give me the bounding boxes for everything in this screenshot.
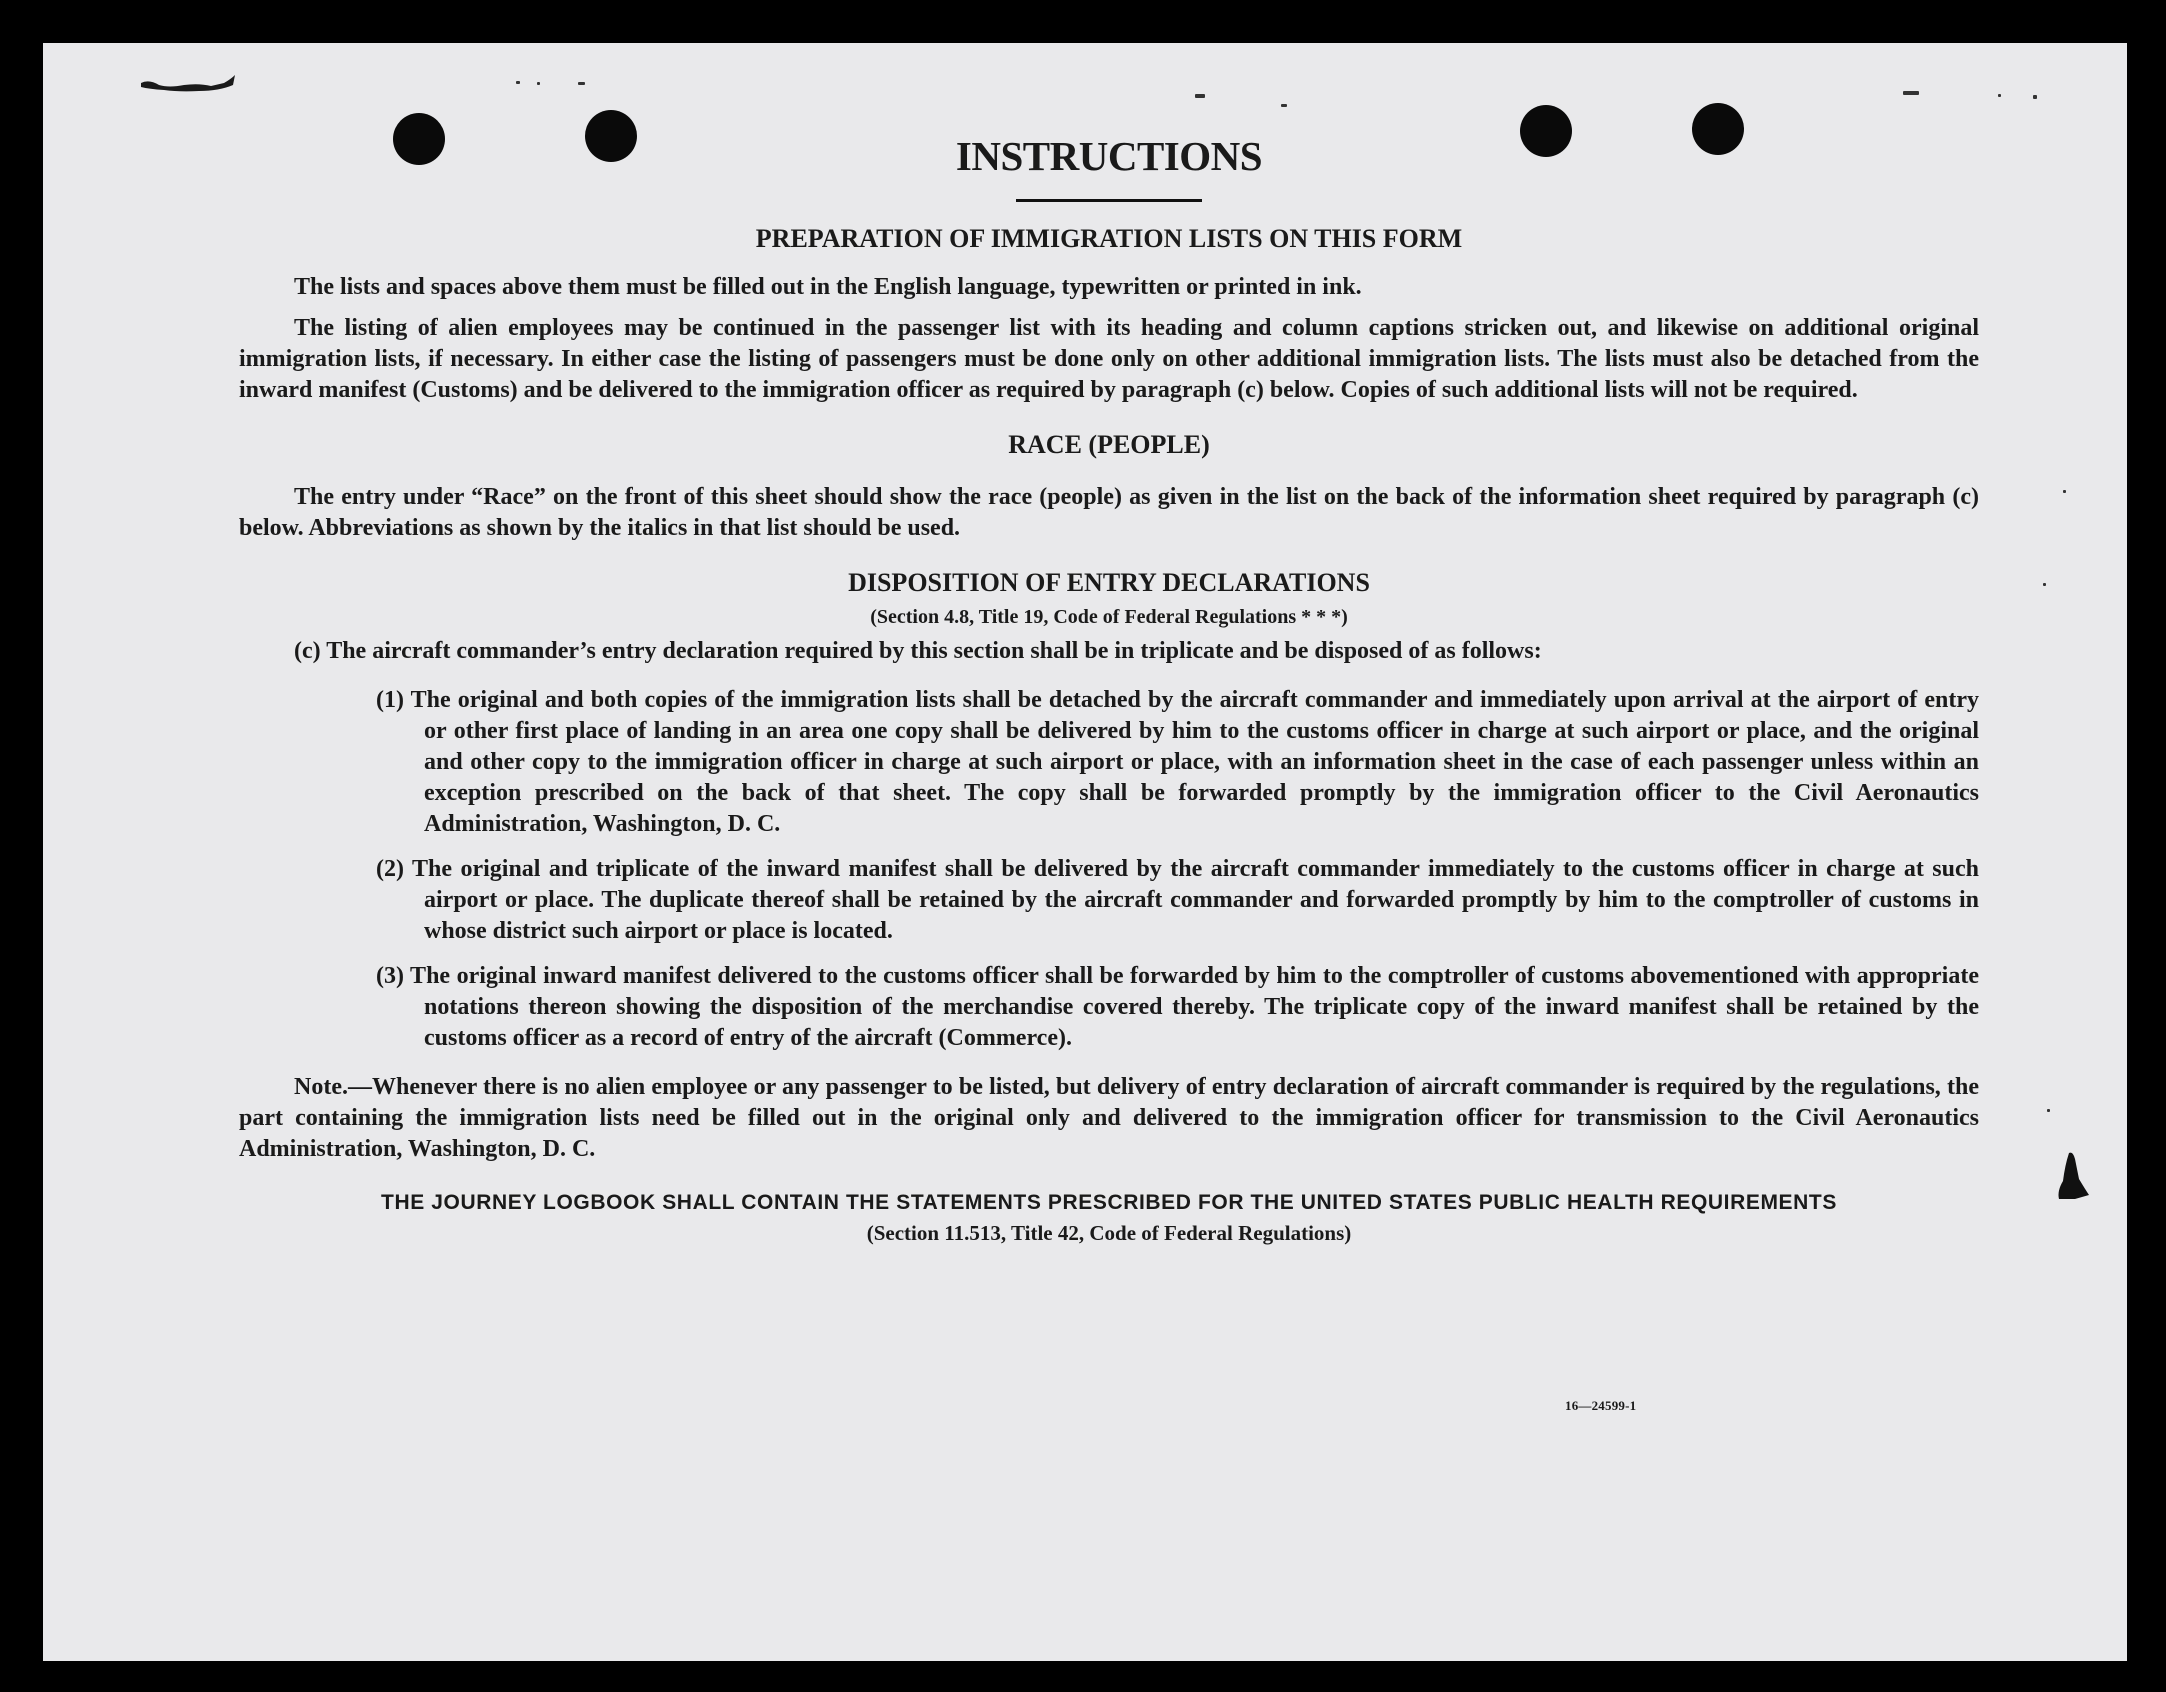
logbook-statement: THE JOURNEY LOGBOOK SHALL CONTAIN THE STATEMENTS PRESCRIBED FOR THE UNITED STATES PUBLIC HEALTH REQUIREMENTS [381,1191,1837,1214]
dust-speck [2063,490,2066,493]
dust-speck [1195,94,1205,98]
ink-smudge [139,73,239,97]
list-item: (2) The original and triplicate of the inward manifest shall be delivered by the aircraft commander immediately to the customs officer in charge at such airport or place. The duplicate thereof shall be retained by the aircraft commander and forwarded promptly by him to the comptroller of customs in whose district such airport or place is located. [376,856,1979,944]
paragraph-language: The lists and spaces above them must be filled out in the English language, typewritten or printed in ink. [294,274,1362,300]
paragraph-race: The entry under “Race” on the front of this sheet should show the race (people) as given in the list on the back of the information sheet required by paragraph (c) below. Abbreviations as shown by the italics in that list should be used. [239,484,1979,541]
form-number: 16—24599-1 [1565,1398,1637,1413]
document-page [43,43,2127,1661]
instructions-body [239,133,1979,1249]
dust-speck [2047,1109,2050,1112]
ink-blot [2055,1151,2091,1201]
section-heading-disposition: DISPOSITION OF ENTRY DECLARATIONS [848,568,1370,597]
list-item: (1) The original and both copies of the immigration lists shall be detached by the aircraft commander and immediately upon arrival at the airport of entry or other first place of landing in an area one copy shall be delivered by him to the customs officer in charge at such airport or place, and the original and other copy to the immigration officer in charge at such airport or place, with an information sheet in the case of each passenger unless within an exception prescribed on the back of that sheet. The copy shall be forwarded promptly by the immigration officer to the Civil Aeronautics Administration, Washington, D. C. [376,687,1979,837]
regulation-citation: (Section 4.8, Title 19, Code of Federal Regulations * * *) [870,606,1348,628]
paragraph-c-intro: (c) The aircraft commander’s entry declaration required by this section shall be in triplicate and be disposed of as follows: [294,638,1542,664]
section-heading-preparation: PREPARATION OF IMMIGRATION LISTS ON THIS FORM [755,224,1463,253]
dust-speck [1998,94,2001,97]
dust-speck [2043,583,2046,586]
section-heading-race: RACE (PEOPLE) [1008,430,1210,459]
page-title: INSTRUCTIONS [955,133,1263,179]
note-paragraph: Note.—Whenever there is no alien employee or any passenger to be listed, but delivery of entry declaration of aircraft commander is required by the regulations, the part containing the immigration lists need be filled out in the original only and delivered to the immigration officer for transmission to the Civil Aeronautics Administration, Washington, D. C. [239,1074,1979,1162]
dust-speck [1281,104,1287,107]
dust-speck [578,82,585,85]
dust-speck [516,81,520,84]
logbook-citation: (Section 11.513, Title 42, Code of Federal Regulations) [866,1221,1352,1245]
title-underline [1016,199,1202,202]
list-item: (3) The original inward manifest delivered to the customs officer shall be forwarded by him to the comptroller of customs abovementioned with appropriate notations thereon showing the disposition of the merchandise covered thereby. The triplicate copy of the inward manifest shall be retained by the customs officer as a record of entry of the aircraft (Commerce). [376,963,1979,1051]
dust-speck [2033,95,2037,99]
dust-speck [537,82,540,85]
dust-speck [1903,91,1919,95]
paragraph-alien-employees: The listing of alien employees may be continued in the passenger list with its heading and column captions stricken out, and likewise on additional original immigration lists, if necessary. In either case the listing of passengers must be done only on other additional immigration lists. The lists must also be detached from the inward manifest (Customs) and be delivered to the immigration officer as required by paragraph (c) below. Copies of such additional lists will not be required. [239,315,1979,403]
